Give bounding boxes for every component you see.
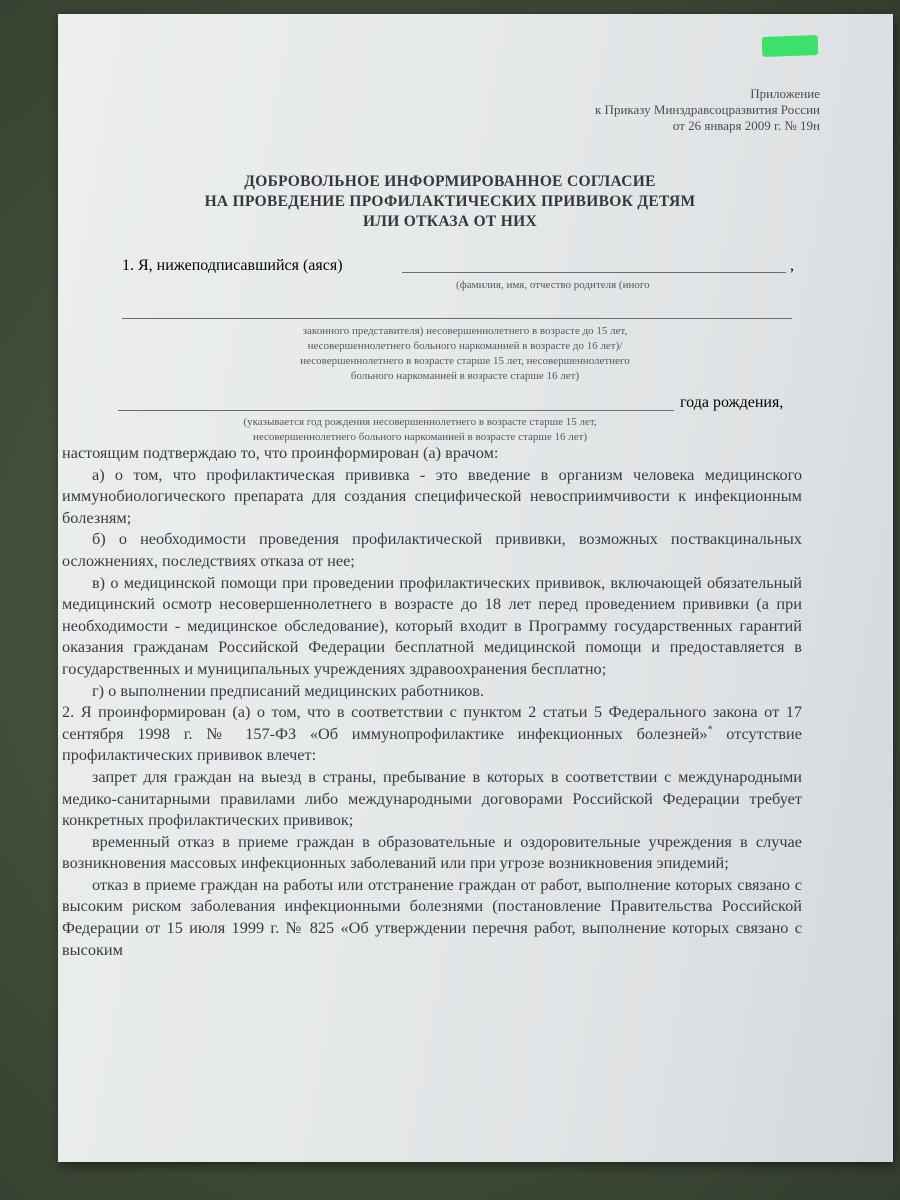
representative-caption (200, 324, 730, 384)
representative-name-field[interactable] (122, 318, 792, 319)
item-a: а) о том, что профилактическая прививка - это введение в организм человека медицинского иммунобиологического препарата для создания специфической невосприимчивости к инфекционным болезням; (62, 464, 802, 527)
appendix-line-1: Приложение (750, 86, 820, 101)
consent-body (62, 442, 802, 960)
comma: , (790, 257, 794, 274)
appendix-line-2: к Приказу Минздравсоцразвития России (594, 102, 820, 117)
parent-name-caption: (фамилия, имя, отчество родителя (иного (456, 279, 650, 291)
appendix-reference (595, 86, 820, 134)
footnote-mark: * (707, 724, 713, 736)
birth-year-caption-line-1: (указывается год рождения несовершеннолетнего в возрасте старше 15 лет, (243, 416, 597, 428)
green-marker-highlight (762, 35, 819, 57)
consequence-work-refusal: отказ в приеме граждан на работы или отстранение граждан от работ, выполнение которых связано с высоким риском заболевания инфекционными болезнями (постановление Правительства Российской Федерации от 15 июля 1999 г. № 825 «Об утверждении перечня работ, выполнение которых связано с высоким (62, 874, 802, 959)
title-line-3: ИЛИ ОТКАЗА ОТ НИХ (363, 213, 537, 230)
parent-name-field[interactable] (402, 272, 786, 273)
title-line-1: ДОБРОВОЛЬНОЕ ИНФОРМИРОВАННОЕ СОГЛАСИЕ (244, 173, 656, 190)
consequence-travel-ban: запрет для граждан на выезд в страны, пребывание в которых в соответствии с международными медико-санитарными правилами либо международными договорами Российской Федерации требует конкретных профилактических прививок; (62, 766, 802, 830)
section-2-text-a: 2. Я проинформирован (а) о том, что в соответствии с пунктом 2 статьи 5 Федерального закона от 17 сентября 1998 г. № 157-ФЗ «Об иммунопрофилактике инфекционных болезней» (62, 702, 802, 743)
item-b: б) о необходимости проведения профилактической прививки, возможных поствакцинальных осложнениях, последствиях отказа от нее; (62, 529, 802, 570)
document-title (0, 172, 900, 232)
representative-caption-line-1: законного представителя) несовершеннолетнего в возрасте до 15 лет, (302, 325, 628, 337)
representative-caption-line-2: несовершеннолетнего больного наркоманией в возрасте до 16 лет)/ (307, 340, 623, 352)
intro-paragraph: настоящим подтверждаю то, что проинформирован (а) врачом: (62, 443, 499, 462)
appendix-line-3: от 26 января 2009 г. № 19н (672, 118, 820, 133)
birth-year-caption (150, 415, 690, 445)
section-2-text-b: отсутствие профилактических прививок влечет: (62, 723, 802, 765)
item-v: в) о медицинской помощи при проведении профилактических прививок, включающей обязательный медицинский осмотр несовершеннолетнего в возрасте до 18 лет перед проведением прививки (а при необходимости - медицинское обследование), который входит в Программу государственных гарантий оказания гражданам Российской Федерации бесплатной медицинской помощи и предоставляется в государственных и муниципальных учреждениях здравоохранения бесплатно; (62, 572, 802, 678)
representative-caption-line-4: больного наркоманией в возрасте старше 16 лет) (350, 370, 580, 382)
consequence-admission-refusal: временный отказ в приеме граждан в образовательные и оздоровительные учреждения в случае возникновения массовых инфекционных заболеваний или при угрозе возникновения эпидемий; (62, 831, 802, 873)
birth-year-caption-line-2: несовершеннолетнего больного наркоманией в возрасте старше 16 лет) (252, 431, 588, 443)
birth-year-label: года рождения, (680, 394, 784, 411)
signer-lead-label: 1. Я, нижеподписавшийся (аяся) (122, 257, 343, 274)
title-line-2: НА ПРОВЕДЕНИЕ ПРОФИЛАКТИЧЕСКИХ ПРИВИВОК ДЕТЯМ (204, 193, 696, 210)
item-g: г) о выполнении предписаний медицинских работников. (92, 680, 484, 700)
representative-caption-line-3: несовершеннолетнего в возрасте старше 15 лет, несовершеннолетнего (300, 355, 630, 367)
section-2-paragraph (62, 701, 802, 766)
birth-year-field[interactable] (118, 410, 674, 411)
